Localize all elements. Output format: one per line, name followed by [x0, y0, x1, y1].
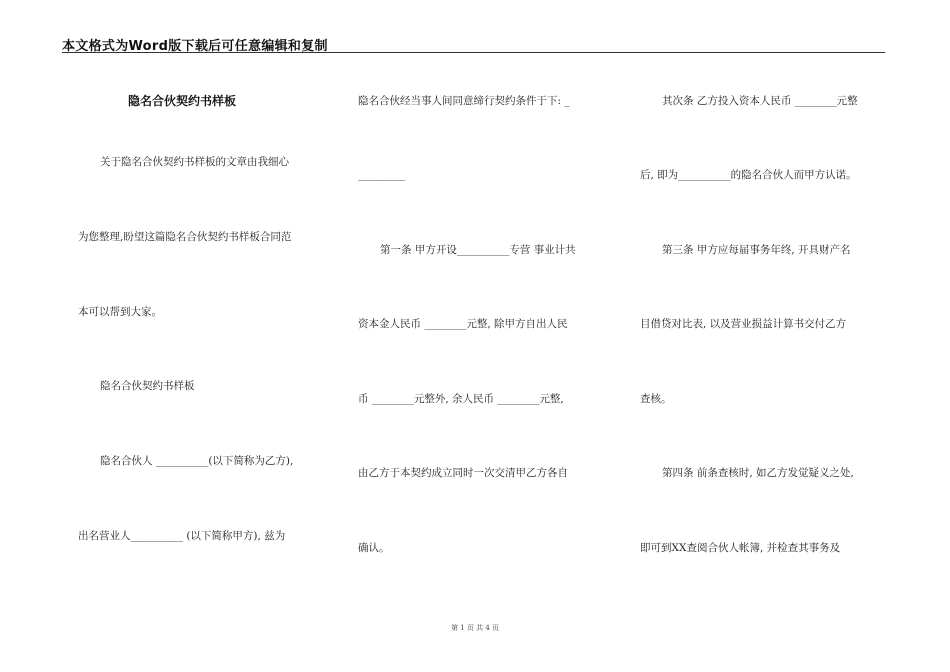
paragraph-line: 关于隐名合伙契约书样板的文章由我细心 — [100, 156, 289, 168]
paragraph-line: 查核。 — [640, 393, 672, 405]
paragraph-line: 资本金人民币 ________元整, 除甲方自出人民 — [358, 318, 568, 330]
paragraph-line: _________ — [358, 169, 406, 181]
paragraph-line: 出名营业人__________ (以下简称甲方), 兹为 — [78, 530, 286, 542]
section-heading: 隐名合伙契约书样板 — [100, 380, 195, 392]
paragraph-line: 目借贷对比表, 以及营业损益计算书交付乙方 — [640, 318, 847, 330]
document-title: 隐名合伙契约书样板 — [128, 94, 237, 108]
page-number: 第 1 页 共 4 页 — [450, 624, 500, 632]
paragraph-line: 隐名合伙人 __________(以下简称为乙方), — [100, 455, 294, 467]
article-3-line: 第三条 甲方应每届事务年终, 开具财产名 — [662, 244, 851, 256]
paragraph-line: 确认。 — [358, 542, 390, 554]
article-2-line: 其次条 乙方投入资本人民币 ________元整 — [662, 95, 858, 107]
paragraph-line: 币 ________元整外, 余人民币 ________元整, — [358, 393, 564, 405]
paragraph-line: 即可到XX查阅合伙人帐簿, 并检查其事务及 — [640, 542, 841, 554]
article-1-line: 第一条 甲方开设__________专营 事业计共 — [380, 244, 576, 256]
header-text: 本文格式为Word版下载后可任意编辑和复制 — [62, 39, 328, 54]
paragraph-line: 为您整理,盼望这篇隐名合伙契约书样板合同范 — [78, 231, 292, 243]
page-header — [62, 34, 885, 53]
paragraph-line: 隐名合伙经当事人间同意缔行契约条件于下: _ — [358, 95, 570, 107]
paragraph-line: 本可以帮到大家。 — [78, 306, 162, 318]
paragraph-line: 由乙方于本契约成立同时一次交清甲乙方各自 — [358, 467, 568, 479]
paragraph-line: 后, 即为__________的隐名合伙人而甲方认诺。 — [640, 169, 857, 181]
article-4-line: 第四条 前条查核时, 如乙方发觉疑义之处, — [662, 467, 854, 479]
